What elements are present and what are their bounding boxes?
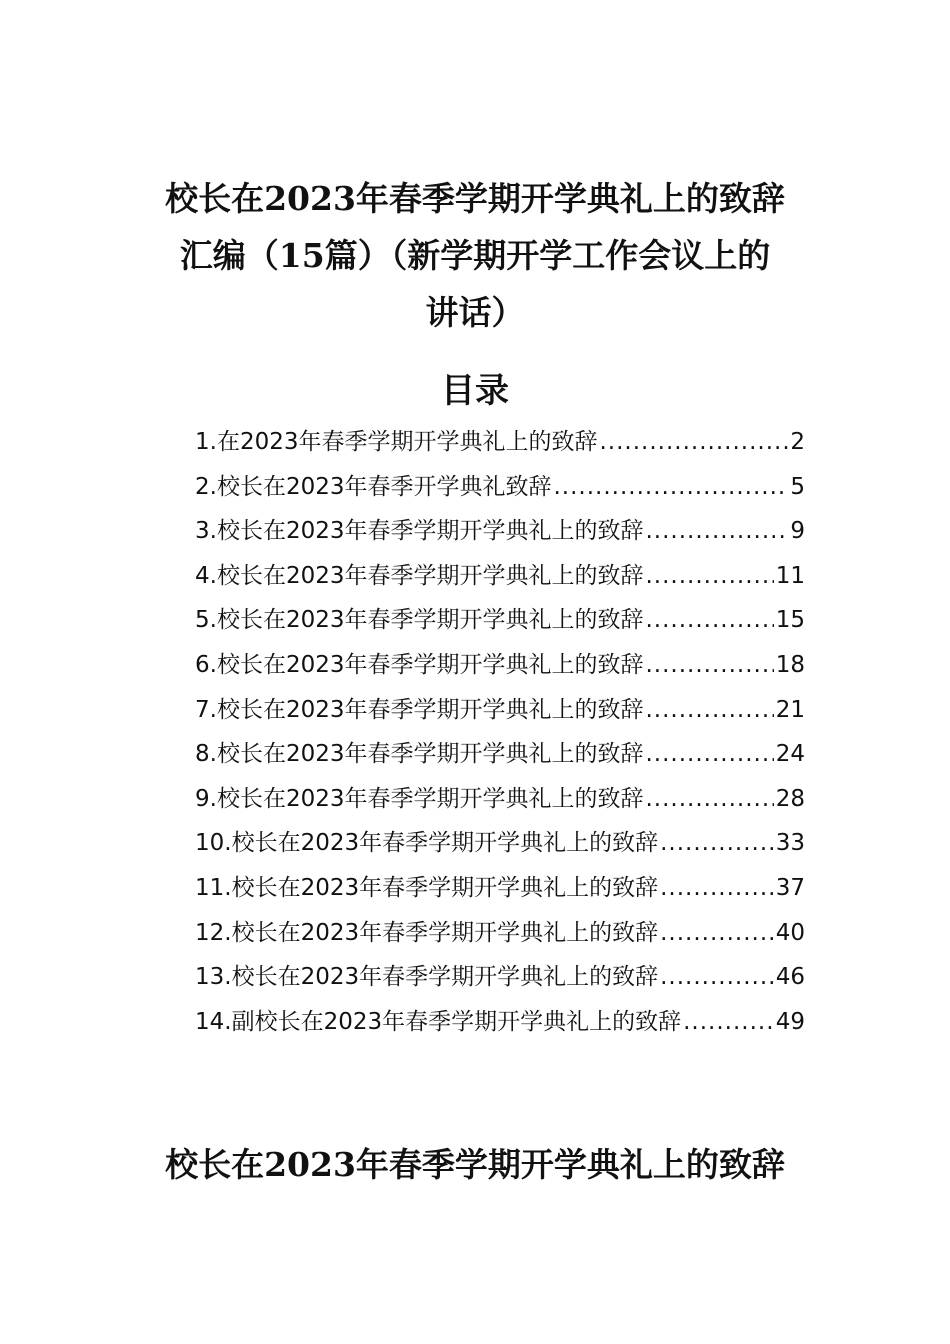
toc-entry-page-number: 15 — [775, 607, 805, 634]
toc-entry-page-number: 28 — [775, 785, 805, 812]
toc-entry-title: 5.校长在2023年春季学期开学典礼上的致辞 — [195, 607, 644, 634]
toc-entry-page-number: 49 — [775, 1008, 805, 1035]
toc-entry-title: 10.校长在2023年春季学期开学典礼上的致辞 — [195, 830, 659, 857]
toc-entry-page-number: 21 — [775, 696, 805, 723]
section-title: 校长在2023年春季学期开学典礼上的致辞 — [165, 1145, 785, 1184]
toc-entry-title: 12.校长在2023年春季学期开学典礼上的致辞 — [195, 919, 659, 946]
toc-entry[interactable] — [195, 509, 805, 554]
toc-leader-dots — [660, 911, 774, 956]
toc-entry[interactable] — [195, 420, 805, 465]
toc-leader-dots — [683, 1000, 774, 1045]
toc-entry-title: 2.校长在2023年春季开学典礼致辞 — [195, 473, 552, 500]
toc-entry-title: 11.校长在2023年春季学期开学典礼上的致辞 — [195, 874, 659, 901]
toc-leader-dots — [599, 420, 788, 465]
toc-leader-dots — [645, 598, 773, 643]
toc-entry-title: 14.副校长在2023年春季学期开学典礼上的致辞 — [195, 1008, 682, 1035]
toc-entry[interactable] — [195, 732, 805, 777]
toc-entry-title: 13.校长在2023年春季学期开学典礼上的致辞 — [195, 964, 659, 991]
toc-entry-page-number: 40 — [775, 919, 805, 946]
toc-leader-dots — [660, 866, 774, 911]
document-title-line-3: 讲话） — [425, 293, 525, 332]
toc-entry-page-number: 24 — [775, 741, 805, 768]
toc-entry[interactable] — [195, 955, 805, 1000]
toc-entry[interactable] — [195, 554, 805, 599]
toc-entry-title: 1.在2023年春季学期开学典礼上的致辞 — [195, 429, 598, 455]
document-title-line-1: 校长在2023年春季学期开学典礼上的致辞 — [165, 179, 785, 218]
toc-entry[interactable] — [195, 465, 805, 510]
document-title — [145, 170, 805, 341]
toc-leader-dots — [553, 465, 788, 510]
toc-entry[interactable] — [195, 911, 805, 956]
toc-entry-page-number: 9 — [790, 518, 805, 545]
toc-entry[interactable] — [195, 688, 805, 733]
toc-leader-dots — [645, 643, 773, 688]
toc-leader-dots — [645, 554, 773, 599]
document-title-line-2: 汇编（15篇）（新学期开学工作会议上的 — [179, 236, 771, 275]
toc-entry-title: 7.校长在2023年春季学期开学典礼上的致辞 — [195, 696, 644, 723]
toc-entry-page-number: 18 — [775, 651, 805, 678]
toc-entry[interactable] — [195, 1000, 805, 1045]
toc-entry-page-number: 5 — [790, 473, 805, 500]
toc-entry[interactable] — [195, 643, 805, 688]
toc-entry-page-number: 37 — [775, 874, 805, 901]
toc-leader-dots — [645, 777, 773, 822]
toc-entry-page-number: 33 — [775, 830, 805, 857]
toc-entry-page-number: 46 — [775, 964, 805, 991]
table-of-contents — [195, 420, 805, 1044]
toc-entry-title: 8.校长在2023年春季学期开学典礼上的致辞 — [195, 741, 644, 768]
toc-entry[interactable] — [195, 777, 805, 822]
toc-leader-dots — [660, 955, 774, 1000]
toc-entry-page-number: 2 — [790, 429, 805, 455]
toc-entry[interactable] — [195, 821, 805, 866]
toc-entry-title: 9.校长在2023年春季学期开学典礼上的致辞 — [195, 785, 644, 812]
toc-entry-title: 6.校长在2023年春季学期开学典礼上的致辞 — [195, 651, 644, 678]
toc-entry[interactable] — [195, 866, 805, 911]
toc-entry-page-number: 11 — [775, 562, 805, 589]
toc-entry[interactable] — [195, 598, 805, 643]
toc-leader-dots — [660, 821, 774, 866]
toc-entry-title: 4.校长在2023年春季学期开学典礼上的致辞 — [195, 562, 644, 589]
toc-leader-dots — [645, 732, 773, 777]
toc-leader-dots — [645, 688, 773, 733]
toc-entry-title: 3.校长在2023年春季学期开学典礼上的致辞 — [195, 518, 644, 545]
toc-leader-dots — [645, 509, 788, 554]
toc-heading: 目录 — [441, 371, 509, 411]
